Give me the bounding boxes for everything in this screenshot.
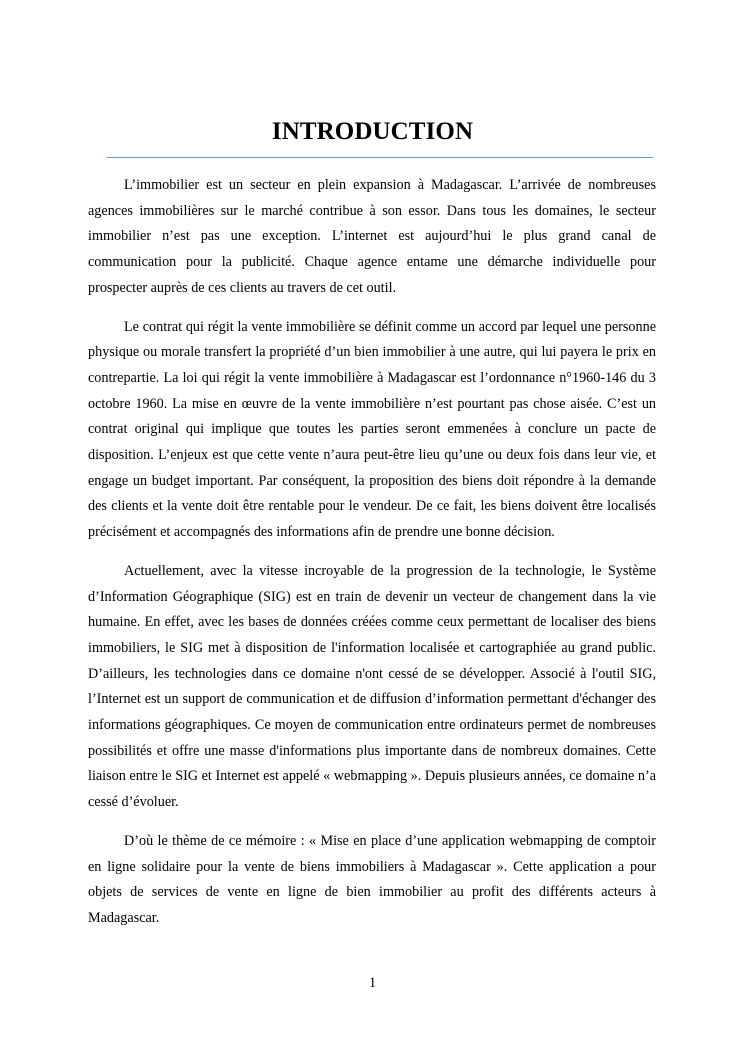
- page-title: INTRODUCTION: [271, 118, 474, 145]
- paragraph-2: Le contrat qui régit la vente immobilière se définit comme un accord par lequel une personne physique ou morale transfert la propriété d’un bien immobilier à une autre, qui lui payera le prix en contrepartie. La loi qui régit la vente immobilière à Madagascar est l’ordonnance n°1960-146 du 3 octobre 1960. La mise en œuvre de la vente immobilière n’est pourtant pas chose aisée. C’est un contrat original qui implique que toutes les parties seront emmenées à conclure un pacte de disposition. L’enjeux est que cette vente n’aura peut-être lieu qu’une ou deux fois dans leur vie, et engage un budget important. Par conséquent, la proposition des biens doit répondre à la demande des clients et la vente doit être rentable pour le vendeur. De ce fait, les biens doivent être localisés précisément et accompagnés des informations afin de prendre une bonne décision.: [88, 318, 656, 541]
- document-body: [88, 173, 656, 945]
- title-underline: [107, 157, 653, 158]
- page-number: 1: [368, 975, 377, 991]
- paragraph-3: Actuellement, avec la vitesse incroyable de la progression de la technologie, le Système d’Information Géographique (SIG) est en train de devenir un vecteur de changement dans la vie humaine. En effet, avec les bases de données créées comme ceux permettant de localiser des biens immobiliers, le SIG met à disposition de l'information localisée et cartographiée au grand public. D’ailleurs, les technologies dans ce domaine n'ont cessé de se développer. Associé à l'outil SIG, l’Internet est un support de communication et de diffusion d’information permettant d'échanger des informations géographiques. Ce moyen de communication entre ordinateurs permet de nombreuses possibilités et offre une masse d'informations plus importante dans de nombreux domaines. Cette liaison entre le SIG et Internet est appelé « webmapping ». Depuis plusieurs années, ce domaine n’a cessé d’évoluer.: [88, 562, 656, 811]
- paragraph-4: D’où le thème de ce mémoire : « Mise en place d’une application webmapping de comptoir en ligne solidaire pour la vente de biens immobiliers à Madagascar ». Cette application a pour objets de services de vente en ligne de bien immobilier au profit des différents acteurs à Madagascar.: [88, 832, 656, 926]
- paragraph-1: L’immobilier est un secteur en plein expansion à Madagascar. L’arrivée de nombreuses agences immobilières sur le marché contribue à son essor. Dans tous les domaines, le secteur immobilier n’est pas une exception. L’internet est aujourd’hui le plus grand canal de communication pour la publicité. Chaque agence entame une démarche individuelle pour prospecter auprès de ces clients au travers de cet outil.: [88, 177, 656, 296]
